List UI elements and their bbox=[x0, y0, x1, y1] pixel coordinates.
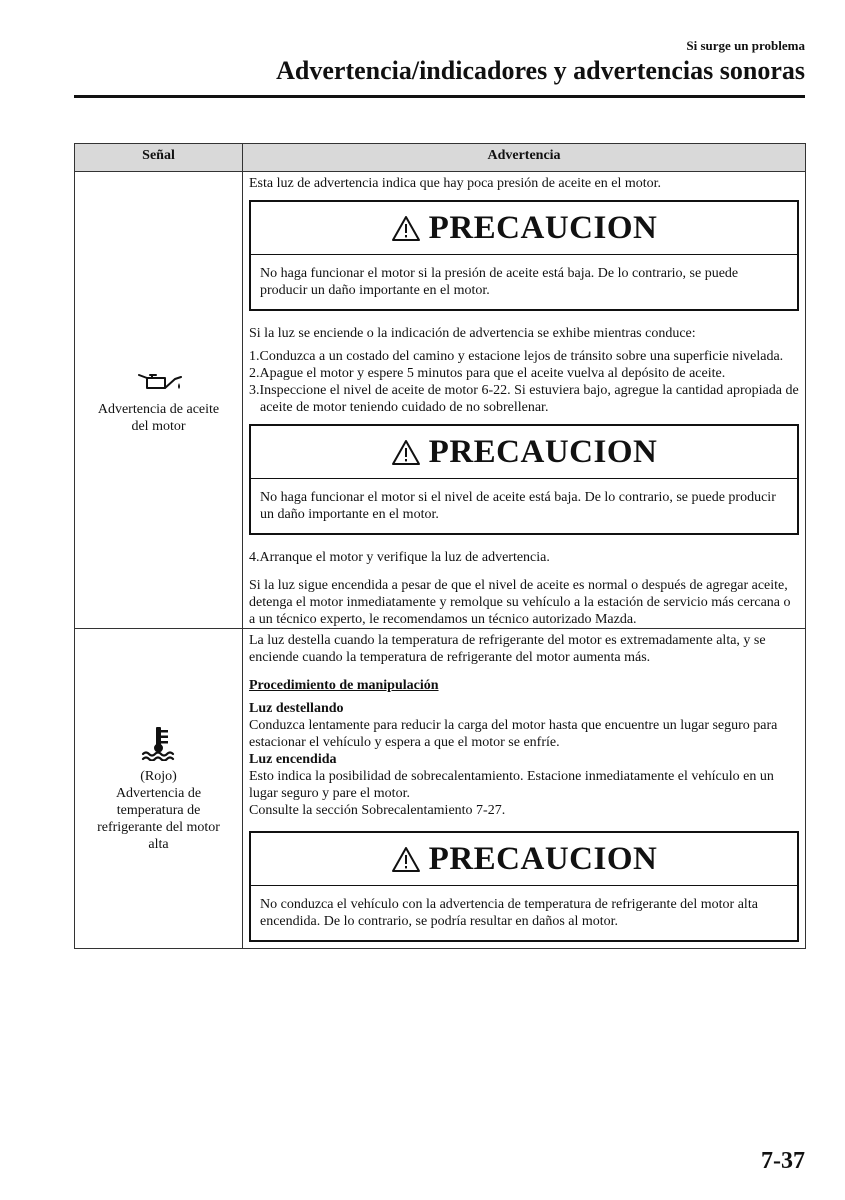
signal-cell-oil bbox=[75, 172, 243, 629]
table-row bbox=[75, 629, 806, 949]
signal-label-line3: refrigerante del motor bbox=[97, 819, 220, 835]
caution-heading bbox=[251, 833, 797, 886]
signal-label-line2: temperatura de bbox=[116, 802, 201, 818]
caution-text: No haga funcionar el motor si la presión de aceite está baja. De lo contrario, se puede producir un daño importante en el motor. bbox=[260, 266, 739, 298]
warning-cell-coolant bbox=[243, 629, 806, 949]
caution-title: PRECAUCION bbox=[428, 433, 658, 470]
coolant-temperature-icon bbox=[81, 725, 236, 766]
oil-intro-text: Esta luz de advertencia indica que hay poca presión de aceite en el motor. bbox=[249, 176, 662, 191]
caution-text: No haga funcionar el motor si el nivel de aceite está baja. De lo contrario, se puede producir un daño importante en el motor. bbox=[260, 490, 776, 522]
list-item: 2.Apague el motor y espere 5 minutos para que el aceite vuelva al depósito de aceite. bbox=[249, 366, 726, 381]
flashing-text: Conduzca lentamente para reducir la carga del motor hasta que encuentre un lugar seguro para estacionar el vehículo y espera a que el motor se enfríe. bbox=[249, 718, 778, 750]
list-item: 1.Conduzca a un costado del camino y estacione lejos de tránsito sobre una superficie nivelada. bbox=[249, 349, 784, 364]
signal-label-line1: Advertencia de aceite bbox=[97, 401, 220, 417]
caution-text: No conduzca el vehículo con la advertencia de temperatura de refrigerante del motor alta encendida. De lo contrario, se podría resultar en daños al motor. bbox=[260, 897, 758, 929]
title-divider bbox=[74, 95, 805, 98]
warning-triangle-icon bbox=[391, 215, 429, 242]
steps-intro-text: Si la luz se enciende o la indicación de advertencia se exhibe mientras conduce: bbox=[249, 326, 696, 341]
on-text: Esto indica la posibilidad de sobrecalentamiento. Estacione inmediatamente el vehículo en un lugar seguro y pare el motor. bbox=[249, 769, 774, 801]
on-title: Luz encendida bbox=[249, 752, 337, 767]
signal-label-line1: Advertencia de bbox=[115, 785, 202, 801]
warning-triangle-icon bbox=[391, 846, 429, 873]
caution-box bbox=[249, 831, 799, 942]
flashing-title: Luz destellando bbox=[249, 701, 344, 716]
signal-label-line4: alta bbox=[148, 836, 169, 852]
list-item: 3.Inspeccione el nivel de aceite de motor 6-22. Si estuviera bajo, agregue la cantidad apropiada de aceite de motor teniendo cuidado de no sobrellenar. bbox=[249, 383, 799, 415]
page-title: Advertencia/indicadores y advertencias sonoras bbox=[276, 56, 805, 85]
list-item: 4.Arranque el motor y verifique la luz de advertencia. bbox=[249, 550, 550, 565]
warning-triangle-icon bbox=[391, 439, 429, 466]
oil-can-icon bbox=[81, 366, 236, 399]
caution-box bbox=[249, 424, 799, 535]
column-header-signal: Señal bbox=[75, 144, 243, 172]
caution-title: PRECAUCION bbox=[428, 209, 658, 246]
reference-text: Consulte la sección Sobrecalentamiento 7-27. bbox=[249, 803, 506, 818]
caution-title: PRECAUCION bbox=[428, 840, 658, 877]
procedure-title: Procedimiento de manipulación bbox=[249, 678, 439, 693]
column-header-warning: Advertencia bbox=[243, 144, 806, 172]
signal-color-label: (Rojo) bbox=[140, 768, 177, 784]
table-row bbox=[75, 172, 806, 629]
warning-cell-oil bbox=[243, 172, 806, 629]
table-header-row bbox=[75, 144, 806, 172]
warning-table bbox=[74, 143, 806, 949]
caution-heading bbox=[251, 202, 797, 255]
signal-label-line2: del motor bbox=[131, 418, 186, 434]
section-label: Si surge un problema bbox=[686, 38, 805, 53]
coolant-intro-text: La luz destella cuando la temperatura de refrigerante del motor es extremadamente alta, y se enciende cuando la temperatura de refrigerante del motor aumenta más. bbox=[249, 633, 766, 665]
caution-heading bbox=[251, 426, 797, 479]
signal-cell-coolant bbox=[75, 629, 243, 949]
page-number: 7-37 bbox=[761, 1148, 805, 1174]
oil-closing-text: Si la luz sigue encendida a pesar de que el nivel de aceite es normal o después de agregar aceite, detenga el motor inmediatamente y remolque su vehículo a la estación de servicio más cercana o a un técnico experto, le recomendamos un técnico autorizado Mazda. bbox=[249, 578, 791, 627]
caution-box bbox=[249, 200, 799, 311]
